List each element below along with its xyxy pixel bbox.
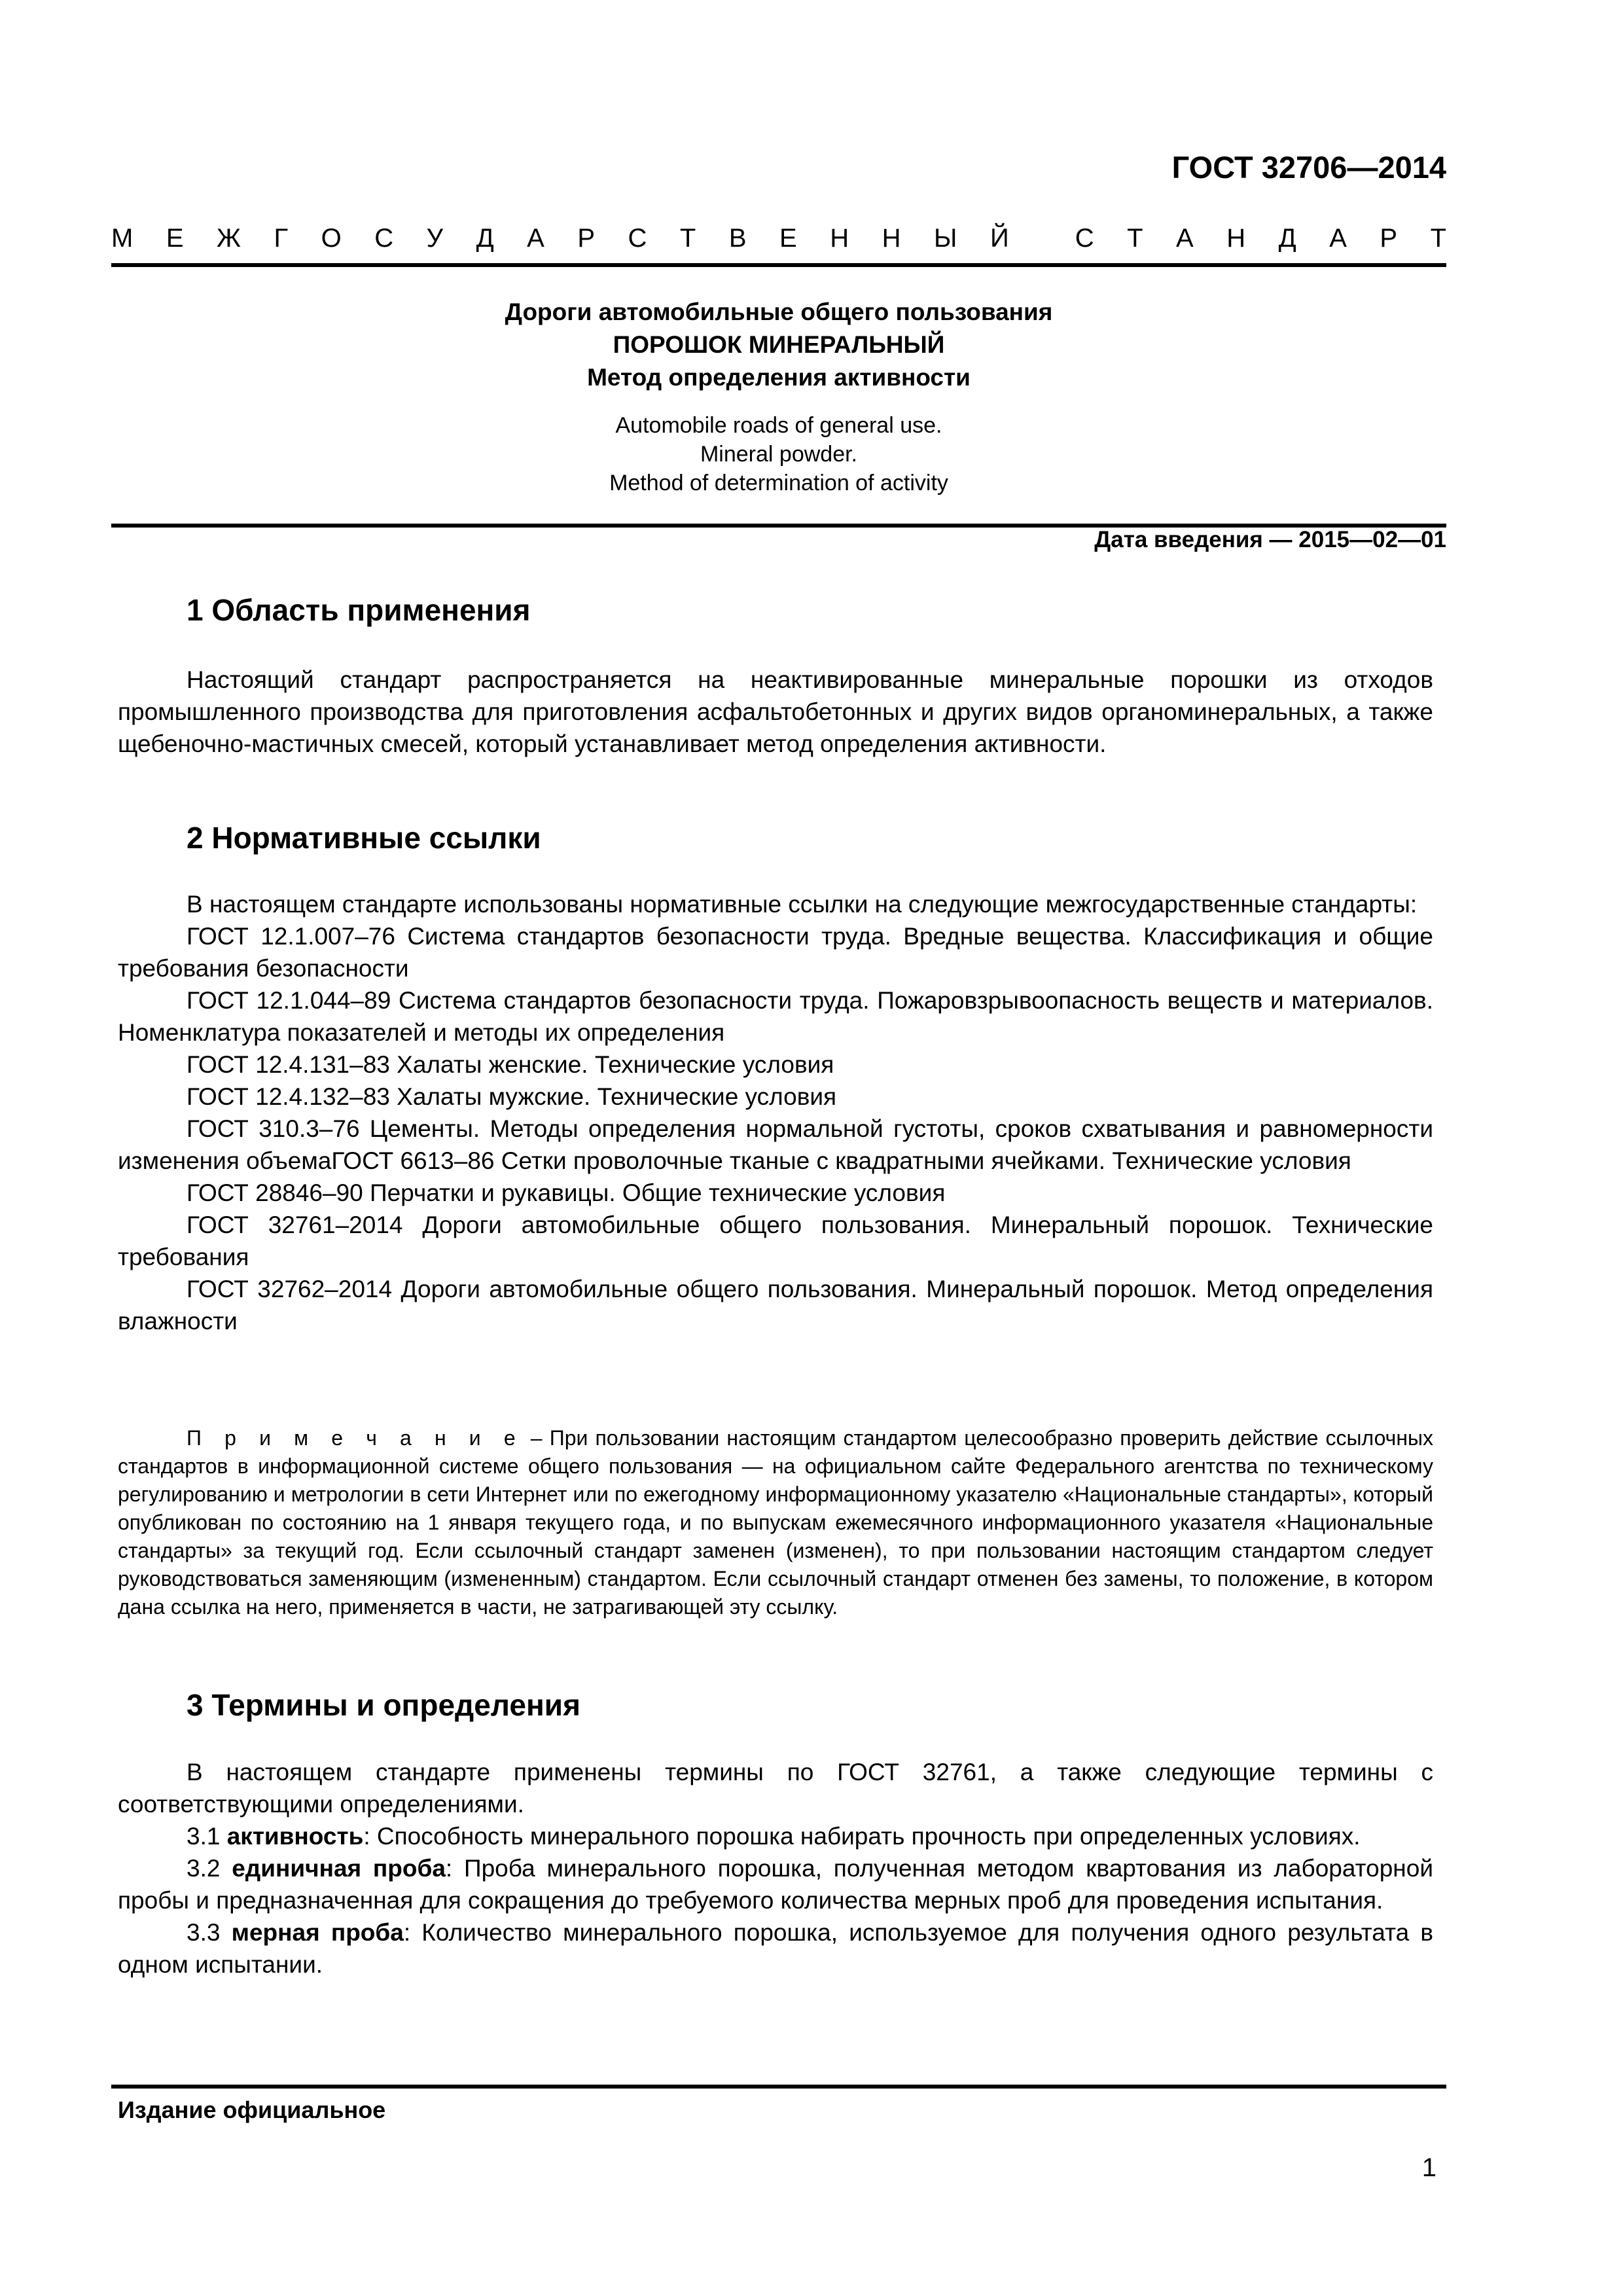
reference-item	[118, 984, 1433, 1049]
title-line: ПОРОШОК МИНЕРАЛЬНЫЙ	[613, 331, 945, 358]
term-number: 3.3	[187, 1919, 232, 1946]
note-text: – При пользовании настоящим стандартом целесообразно проверить действие ссылочных стандартов в информационной системе общего пользования — на официальном сайте Федерального агентства по техническому регулированию и метрологии в сети Интернет или по ежегодному информационному указателю «Национальные стандарты», который опубликован по состоянию на 1 января текущего года, и по выпускам ежемесячного информационного указателя «Национальные стандарты» за текущий год. Если ссылочный стандарт заменен (изменен), то при пользовании настоящим стандартом следует руководствоваться заменяющим (измененным) стандартом. Если ссылочный стандарт отменен без замены, то положение, в котором дана ссылка на него, применяется в части, не затрагивающей эту ссылку.	[118, 1426, 1434, 1619]
term-number: 3.1	[187, 1823, 227, 1850]
title-line: Метод определения активности	[587, 364, 971, 391]
reference-item	[118, 1209, 1433, 1273]
note-paragraph	[118, 1424, 1433, 1621]
page-number: 1	[1421, 2153, 1436, 2182]
banner-letter: Е	[779, 224, 797, 253]
header-divider	[111, 263, 1446, 267]
document-title	[111, 296, 1446, 394]
banner-letter: С	[1075, 224, 1094, 253]
banner-letter: Н	[830, 224, 849, 253]
banner-letter: М	[111, 224, 134, 253]
document-title-english	[111, 411, 1446, 497]
title-en-line: Automobile roads of general use.	[615, 413, 942, 438]
reference-text: ГОСТ 310.3–76 Цементы. Методы определения нормальной густоты, сроков схватывания и равномерности изменения объемаГОСТ 6613–86 Сетки проволочные тканые с квадратными ячейками. Технические условия	[118, 1115, 1433, 1174]
paragraph-text: Настоящий стандарт распространяется на неактивированные минеральные порошки из отходов промышленного производства для приготовления асфальтобетонных и других видов органоминеральных, а также щебеночно-мастичных смесей, который устанавливает метод определения активности.	[118, 666, 1433, 757]
term-text: : Способность минерального порошка набирать прочность при определенных условиях.	[363, 1823, 1361, 1850]
banner-letter: Й	[990, 224, 1009, 253]
term-definition	[118, 1852, 1433, 1916]
normative-references	[118, 888, 1433, 1337]
term-number: 3.2	[187, 1855, 232, 1882]
reference-item	[118, 1273, 1433, 1337]
banner-letter: Н	[1226, 224, 1246, 253]
banner-letter: А	[527, 224, 544, 253]
reference-item	[118, 1081, 1433, 1113]
term-name: мерная проба	[231, 1919, 404, 1946]
reference-text: ГОСТ 28846–90 Перчатки и рукавицы. Общие технические условия	[187, 1179, 946, 1206]
section-heading: 2 Нормативные ссылки	[187, 821, 541, 855]
reference-text: ГОСТ 12.1.044–89 Система стандартов безопасности труда. Пожаровзрывоопасность веществ и материалов. Номенклатура показателей и методы их определения	[118, 987, 1433, 1046]
paragraph-text: В настоящем стандарте применены термины по ГОСТ 32761, а также следующие термины с соответствующими определениями.	[118, 1759, 1433, 1818]
paragraph-text: В настоящем стандарте использованы нормативные ссылки на следующие межгосударственные стандарты:	[187, 891, 1418, 918]
terms-and-definitions	[118, 1756, 1433, 1981]
banner-letter: Т	[1430, 224, 1446, 253]
term-name: единичная проба	[232, 1855, 446, 1882]
section-heading: 1 Область применения	[187, 593, 531, 627]
reference-item	[118, 1049, 1433, 1081]
title-en-line: Mineral powder.	[700, 442, 857, 467]
banner-letter: А	[1329, 224, 1347, 253]
reference-item	[118, 1113, 1433, 1177]
paragraph	[118, 888, 1433, 920]
term-definition	[118, 1820, 1433, 1852]
banner-letter: У	[426, 224, 444, 253]
reference-text: ГОСТ 32762–2014 Дороги автомобильные общего пользования. Минеральный порошок. Метод определения влажности	[118, 1276, 1433, 1335]
standard-type-banner	[111, 224, 1446, 253]
banner-letter: С	[374, 224, 394, 253]
footer-divider	[111, 2085, 1446, 2089]
banner-letter: Р	[1380, 224, 1398, 253]
banner-letter: Т	[1127, 224, 1143, 253]
banner-letter: Н	[882, 224, 901, 253]
reference-item	[118, 1177, 1433, 1209]
banner-letter: Ы	[934, 224, 957, 253]
term-text: : Проба минерального порошка, полученная методом квартования из лабораторной пробы и предназначенная для сокращения до требуемого количества мерных проб для проведения испытания.	[118, 1855, 1433, 1914]
reference-text: ГОСТ 12.4.132–83 Халаты мужские. Технические условия	[187, 1083, 837, 1110]
introduction-date: Дата введения — 2015—02—01	[1094, 527, 1446, 552]
banner-letter: Д	[476, 224, 494, 253]
term-text: : Количество минерального порошка, используемое для получения одного результата в одном испытании.	[118, 1919, 1434, 1978]
section-paragraph	[118, 664, 1433, 760]
section-heading: 3 Термины и определения	[187, 1688, 580, 1722]
reference-text: ГОСТ 12.4.131–83 Халаты женские. Технические условия	[187, 1051, 834, 1078]
banner-letter: Ж	[217, 224, 241, 253]
term-definition	[118, 1916, 1433, 1981]
reference-item	[118, 920, 1433, 984]
banner-letter: Д	[1278, 224, 1296, 253]
document-number: ГОСТ 32706—2014	[1171, 150, 1446, 185]
banner-letter: Р	[577, 224, 596, 253]
term-name: активность	[226, 1823, 364, 1850]
banner-letter: В	[728, 224, 747, 253]
banner-letter: А	[1176, 224, 1194, 253]
title-line: Дороги автомобильные общего пользования	[505, 298, 1053, 325]
paragraph	[118, 1756, 1433, 1820]
title-en-line: Method of determination of activity	[609, 471, 948, 495]
official-edition-label: Издание официальное	[118, 2096, 386, 2123]
banner-letter: Т	[679, 224, 696, 253]
reference-text: ГОСТ 32761–2014 Дороги автомобильные общего пользования. Минеральный порошок. Технические требования	[118, 1211, 1433, 1270]
banner-letter: О	[321, 224, 342, 253]
reference-text: ГОСТ 12.1.007–76 Система стандартов безопасности труда. Вредные вещества. Классификация и общие требования безопасности	[118, 923, 1433, 982]
banner-letter: С	[628, 224, 647, 253]
banner-letter: Е	[166, 224, 184, 253]
note-label: П р и м е ч а н и е	[187, 1426, 524, 1450]
banner-letter: Г	[274, 224, 289, 253]
